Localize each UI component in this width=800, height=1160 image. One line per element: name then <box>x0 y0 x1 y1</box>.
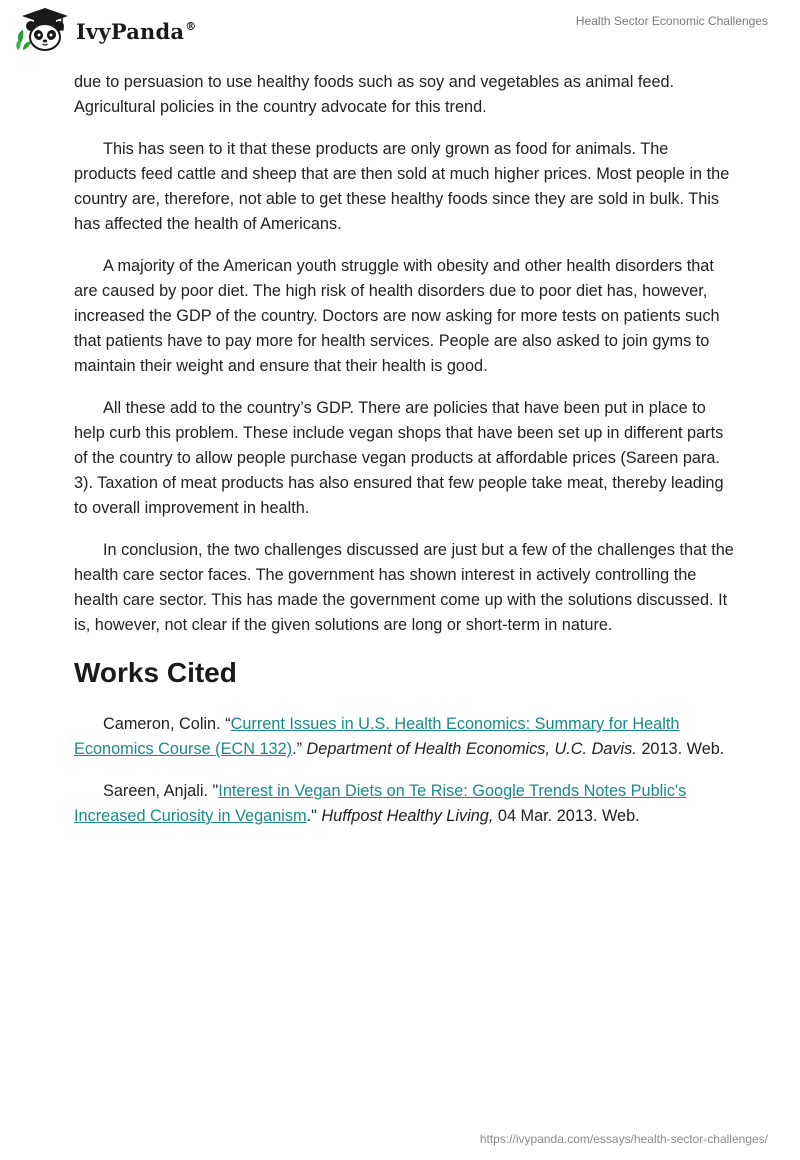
paragraph: In conclusion, the two challenges discussed are just but a few of the challenges that the health care sector faces. The government has shown interest in actively controlling the health care sector. This has made the government come up with the solutions discussed. It is, however, not clear if the given solutions are long or short-term in nature. <box>74 541 734 634</box>
citation-punctuation: ." <box>306 807 322 825</box>
paragraph: This has seen to it that these products are only grown as food for animals. The products feed cattle and sheep that are then sold at much higher prices. Most people in the country are, therefore, not able to get these healthy foods since they are sold in bulk. This has affected the health of Americans. <box>74 140 730 233</box>
footer-url[interactable]: https://ivypanda.com/essays/health-sector-challenges/ <box>479 1132 768 1146</box>
citation-date: 2013. Web. <box>636 740 725 758</box>
citation-entry <box>74 779 734 829</box>
logo-wordmark <box>76 19 196 44</box>
page-header <box>0 0 800 60</box>
document-title: Health Sector Economic Challenges <box>575 14 768 28</box>
citation-date: 04 Mar. 2013. Web. <box>493 807 640 825</box>
registered-mark: ® <box>185 19 197 33</box>
ivypanda-logo[interactable] <box>14 6 196 52</box>
citation-source: Huffpost Healthy Living, <box>321 807 494 825</box>
works-cited-heading: Works Cited <box>74 657 237 688</box>
essay-body <box>74 70 734 846</box>
citation-entry <box>74 712 734 762</box>
citation-author: Sareen, Anjali. " <box>103 782 219 800</box>
citation-link[interactable]: Interest in Vegan Diets on Te Rise: Google Trends Notes Public's Increased Curiosity in Veganism <box>74 782 687 825</box>
paragraph: due to persuasion to use healthy foods such as soy and vegetables as animal feed. Agricultural policies in the country advocate for this trend. <box>74 73 675 116</box>
paragraph: All these add to the country’s GDP. There are policies that have been put in place to help curb this problem. These include vegan shops that have been set up in different parts of the country to allow people purchase vegan products at affordable prices (Sareen para. 3). Taxation of meat products has also ensured that few people take meat, thereby leading to overall improvement in health. <box>74 399 724 517</box>
citation-link[interactable]: Current Issues in U.S. Health Economics: Summary for Health Economics Course (ECN 132) <box>74 715 680 758</box>
citation-source: Department of Health Economics, U.C. Davis. <box>306 740 637 758</box>
citation-punctuation: .” <box>292 740 307 758</box>
citation-author: Cameron, Colin. “ <box>103 715 231 733</box>
paragraph: A majority of the American youth struggle with obesity and other health disorders that are caused by poor diet. The high risk of health disorders due to poor diet has, however, increased the GDP of the country. Doctors are now asking for more tests on patients such that patients have to pay more for health services. People are also asked to join gyms to maintain their weight and ensure that their health is good. <box>74 257 720 375</box>
panda-graduation-cap-icon <box>14 6 72 52</box>
brand-name: IvyPanda <box>76 18 185 44</box>
